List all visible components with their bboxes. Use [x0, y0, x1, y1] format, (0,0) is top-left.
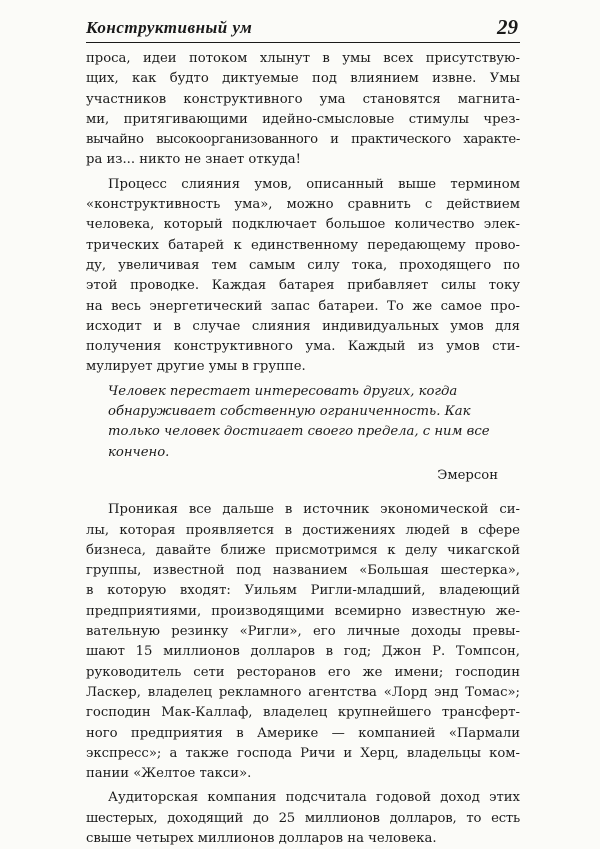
- quote-line: только человек достигает своего предела, с ним все: [108, 424, 490, 440]
- paragraph-2: [86, 175, 520, 378]
- text-line: получения конструктивного ума. Каждый из умов сти-: [86, 339, 520, 355]
- text-line: человека, который подключает большое количество элек-: [86, 217, 520, 233]
- text-line: вычайно высокоорганизованного и практического характе-: [86, 132, 520, 148]
- text-line: свыше четырех миллионов долларов на человека.: [86, 830, 437, 846]
- text-line: вательную резинку «Ригли», его личные доходы превы-: [86, 624, 520, 640]
- text-line: этой проводке. Каждая батарея прибавляет силы току: [86, 278, 520, 294]
- text-line: руководитель сети ресторанов его же имени; господин: [86, 664, 520, 680]
- page-number: 29: [497, 15, 518, 39]
- text-line: Проникая все дальше в источник экономической си-: [108, 502, 520, 518]
- paragraph-4: [86, 788, 520, 849]
- text-line: ного предприятия в Америке — компанией «Пармали: [86, 725, 520, 741]
- body-text: [86, 49, 520, 849]
- running-title: Конструктивный ум: [86, 18, 253, 37]
- text-line: мулирует другие умы в группе.: [86, 359, 306, 375]
- quote-line: кончено.: [108, 444, 170, 460]
- text-line: господин Мак-Каллаф, владелец крупнейшего трансферт-: [86, 705, 520, 721]
- text-line: Аудиторская компания подсчитала годовой доход этих: [108, 790, 520, 806]
- text-line: ра из... никто не знает откуда!: [86, 152, 301, 168]
- text-line: лы, которая проявляется в достижениях людей в сфере: [86, 522, 520, 538]
- text-line: участников конструктивного ума становятся магнита-: [86, 91, 520, 107]
- quote-attribution: Эмерсон: [437, 467, 498, 483]
- text-line: предприятиями, производящими всемирно известную же-: [86, 603, 520, 619]
- text-line: Процесс слияния умов, описанный выше термином: [108, 176, 520, 192]
- text-line: «конструктивность ума», можно сравнить с действием: [86, 197, 520, 213]
- page-header: [86, 14, 520, 43]
- text-line: бизнеса, давайте ближе присмотримся к делу чикагской: [86, 542, 520, 558]
- text-line: щих, как будто диктуемые под влиянием извне. Умы: [86, 71, 520, 87]
- text-line: группы, известной под названием «Большая шестерка»,: [86, 563, 520, 579]
- text-line: исходит и в случае слияния индивидуальных умов для: [86, 318, 520, 334]
- text-line: шают 15 миллионов долларов в год; Джон Р. Томпсон,: [86, 644, 520, 660]
- text-line: трических батарей к единственному передающему прово-: [86, 237, 520, 253]
- text-line: экспресс»; а также господа Ричи и Херц, владельцы ком-: [86, 745, 520, 761]
- paragraph-1: [86, 49, 520, 171]
- text-line: в которую входят: Уильям Ригли-младший, владеющий: [86, 583, 520, 599]
- text-line: на весь энергетический запас батареи. То же самое про-: [86, 298, 520, 314]
- text-line: проса, идеи потоком хлынут в умы всех присутствую-: [86, 51, 520, 66]
- quote-line: Человек перестает интересовать других, когда: [108, 383, 458, 399]
- quote-line: обнаруживает собственную ограниченность. Как: [108, 404, 471, 420]
- text-line: Ласкер, владелец рекламного агентства «Лорд энд Томас»;: [86, 684, 520, 700]
- text-line: ми, притягивающими идейно-смысловые стимулы чрез-: [86, 111, 520, 127]
- text-line: ду, увеличивая тем самым силу тока, проходящего по: [86, 257, 520, 273]
- paragraph-3: [86, 500, 520, 784]
- text-line: пании «Желтое такси».: [86, 766, 252, 782]
- epigraph-quote: [86, 382, 520, 463]
- text-line: шестерых, доходящий до 25 миллионов долларов, то есть: [86, 810, 520, 826]
